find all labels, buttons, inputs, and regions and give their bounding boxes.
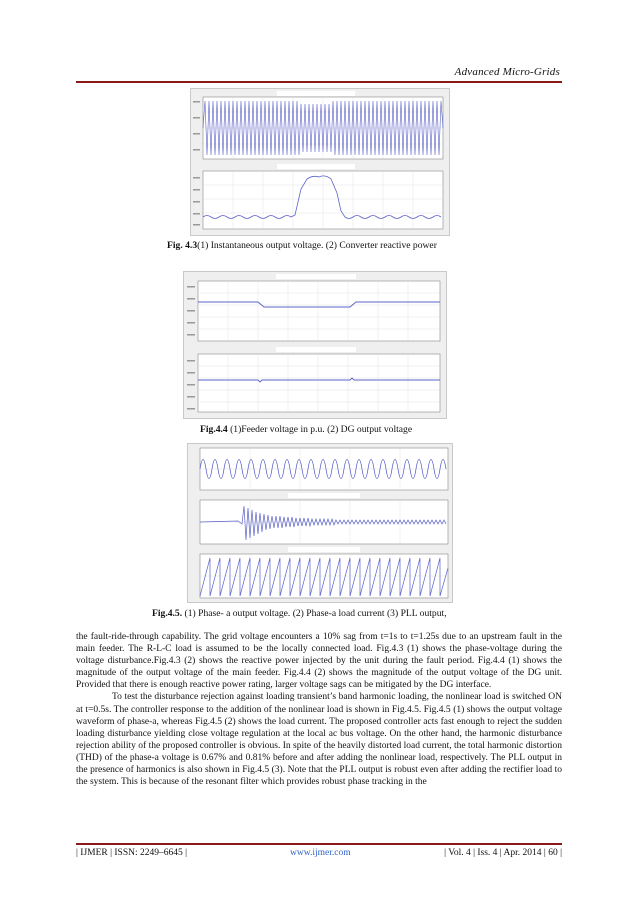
footer-volume-page: | Vol. 4 | Iss. 4 | Apr. 2014 | 60 | [444,848,562,858]
figure-4-5-caption-text: (1) Phase- a output voltage. (2) Phase-a load current (3) PLL output, [182,608,447,619]
footer-journal-info: | IJMER | ISSN: 2249–6645 | [76,848,188,858]
figure-4-4-plots [184,272,446,418]
body-paragraph-2: To test the disturbance rejection against loading transient’s band harmonic loading, the nonlinear load is switched ON at t=0.5s. The controller response to the addition of the nonlinear load is shown in Fig.4.5. Fig.4.5 (1) shows the output voltage waveform of phase-a, whereas Fig.4.5 (2) shows the load current. The proposed controller acts fast enough to reject the sudden loading disturbance yielding close voltage regulation at the local ac bus voltage. On the other hand, the harmonic disturbance rejection ability of the proposed controller is obvious. In spite of the heavily distorted load current, the total harmonic distortion (THD) of the phase-a voltage is 0.67% and 0.81% before and after adding the nonlinear load, respectively. The PLL output in the presence of harmonics is also shown in Fig.4.5 (3). Note that the PLL output is robust even after adding the rectifier load to the system. This is because of the resonant filter which provides robust phase tracking in the [76,692,562,788]
figure-4-3-caption [167,240,437,251]
journal-header-title: Advanced Micro-Grids [454,66,560,78]
figure-4-3-label: Fig. 4.3 [167,240,198,251]
footer-rule [76,843,562,845]
figure-4-5-caption [152,608,447,619]
figure-4-4-label: Fig.4.4 [200,424,228,435]
footer-website-link[interactable]: www.ijmer.com [290,848,351,858]
figure-4-5 [187,443,453,603]
figure-4-3-plots [191,89,449,235]
body-paragraph-1: the fault-ride-through capability. The grid voltage encounters a 10% sag from t=1s to t=1.25s due to an upstream fault in the main feeder. The R-L-C load is assumed to be the locally connected load. Fig.4.3 (1) shows the phase-voltage during the voltage disturbance.Fig.4.3 (2) shows the reactive power injected by the unit during the fault period. Fig.4.4 (1) shows the magnitude of the output voltage of the main feeder. Fig.4.4 (2) shows the magnitude of the output voltage of the DG unit. Provided that there is enough reactive power rating, larger voltage sags can be mitigated by the DG interface. [76,632,562,691]
figure-4-4-caption [200,424,412,435]
header-rule [76,81,562,83]
figure-4-4-caption-text: (1)Feeder voltage in p.u. (2) DG output voltage [227,424,413,435]
figure-4-5-plots [188,444,452,602]
body-text [76,631,562,788]
figure-4-5-label: Fig.4.5. [152,608,183,619]
figure-4-3-caption-text: (1) Instantaneous output voltage. (2) Converter reactive power [197,240,437,251]
figure-4-3 [190,88,450,236]
figure-4-4 [183,271,447,419]
